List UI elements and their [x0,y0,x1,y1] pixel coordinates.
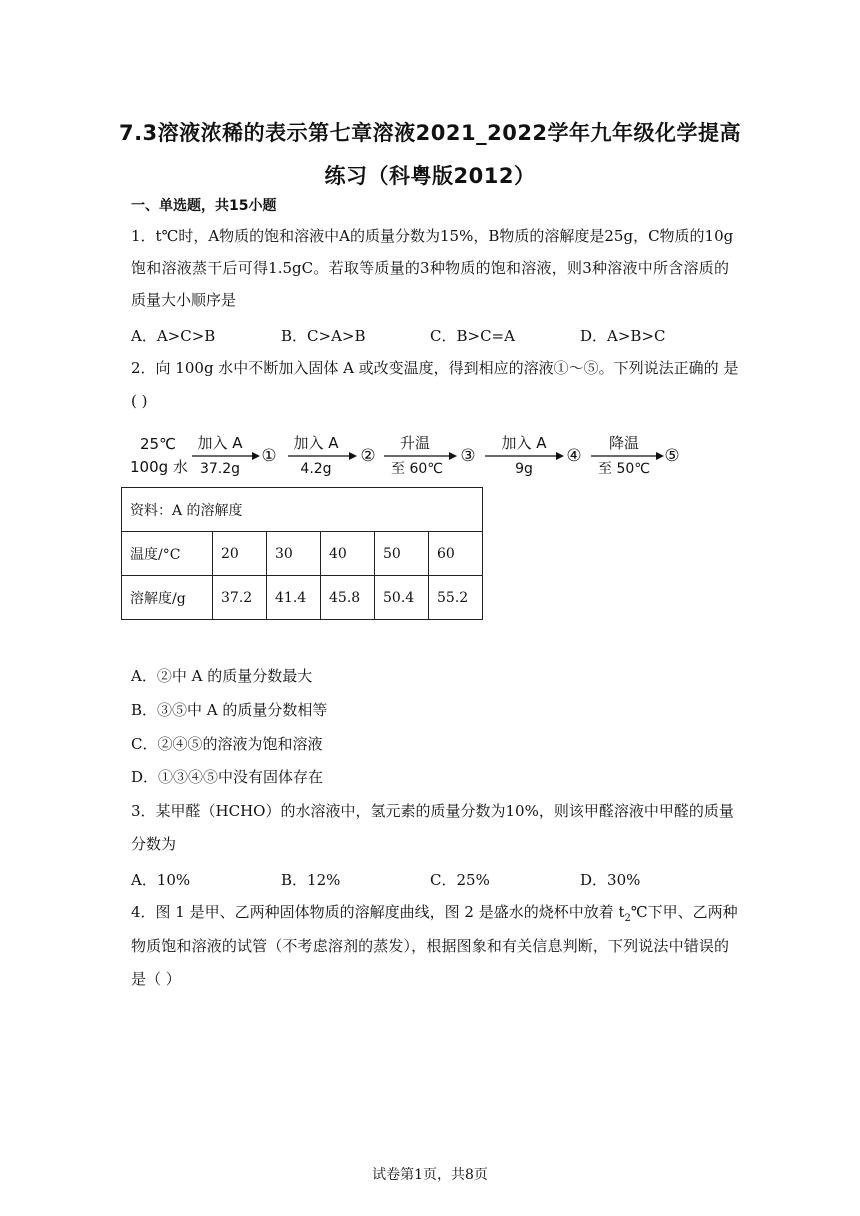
flow-step-2 [288,434,376,477]
table-cell: 50.4 [375,576,429,620]
doc-title-line1: 7.3溶液浓稀的表示第七章溶液2021_2022学年九年级化学提高 [118,121,742,145]
flow-step-5 [591,434,680,477]
table-cell: 60 [429,532,483,576]
q2-option-a: A．②中 A 的质量分数最大 [131,667,313,685]
flow-step-3-bottom: 至 60℃ [391,461,443,477]
arrow-head-icon [252,452,260,460]
flow-step-2-bottom: 4.2g [300,461,332,477]
section-heading: 一、单选题，共15小题 [131,198,277,214]
flow-step-1-bottom: 37.2g [199,461,241,477]
flow-result-1: ① [261,446,277,466]
q4-line1 [131,902,738,929]
flow-step-4-top: 加入 A [501,434,547,452]
flow-step-4 [485,434,582,477]
table-cell: 37.2 [213,576,267,620]
flow-step-5-top: 降温 [608,434,640,452]
process-flow-diagram [128,428,688,480]
table-cell: 40 [321,532,375,576]
arrow-head-icon [556,452,564,460]
q3-option-d: D．30% [580,871,641,889]
page-footer: 试卷第1页，共8页 [372,1167,488,1183]
row-label-solubility: 溶解度/g [122,576,213,620]
q2-option-b: B．③⑤中 A 的质量分数相等 [131,701,328,719]
table-cell: 50 [375,532,429,576]
flow-step-5-bottom: 至 50℃ [598,461,650,477]
flow-result-2: ② [360,446,376,466]
flow-step-3-top: 升温 [399,434,431,452]
table-caption: 资料：A 的溶解度 [122,488,483,532]
q1-option-a: A．A>C>B [131,327,216,345]
q1-line1: 1．t℃时，A物质的饱和溶液中A的质量分数为15%，B物质的溶解度是25g，C物质的10g [131,227,734,245]
table-row [122,532,483,576]
q4-line1-part-a: 4．图 1 是甲、乙两种固体物质的溶解度曲线，图 2 是盛水的烧杯中放着 t [131,903,625,921]
q1-line3: 质量大小顺序是 [131,291,237,309]
table-cell: 30 [267,532,321,576]
flow-step-1-top: 加入 A [197,434,243,452]
flow-step-3 [384,434,476,477]
arrow-head-icon [349,452,357,460]
table-cell: 41.4 [267,576,321,620]
flow-step-2-top: 加入 A [293,434,339,452]
arrow-head-icon [449,452,457,460]
flow-result-5: ⑤ [664,446,680,466]
flow-step-1 [192,434,277,477]
flow-result-4: ④ [566,446,582,466]
table-cell: 20 [213,532,267,576]
table-row [122,576,483,620]
flow-start-water: 100g 水 [130,458,188,476]
q4-line1-subscript: 2 [624,913,631,924]
q1-line2: 饱和溶液蒸干后可得1.5gC。若取等质量的3种物质的饱和溶液，则3种溶液中所含溶质的 [131,259,729,277]
q2-option-c: C．②④⑤的溶液为饱和溶液 [131,735,323,753]
q3-option-c: C．25% [430,871,490,889]
q3-line1: 3．某甲醛（HCHO）的水溶液中，氢元素的质量分数为10%，则该甲醛溶液中甲醛的质量 [131,802,734,820]
arrow-head-icon [656,452,664,460]
table-cell: 55.2 [429,576,483,620]
q4-line2: 物质饱和溶液的试管（不考虑溶剂的蒸发），根据图象和有关信息判断，下列说法中错误的 [131,937,729,955]
q4-line1-part-b: ℃下甲、乙两种 [630,903,738,921]
flow-step-4-bottom: 9g [515,461,533,477]
q4-line3: 是（ ） [131,970,181,988]
doc-title-line2: 练习（科粤版2012） [324,164,536,188]
q2-line1: 2．向 100g 水中不断加入固体 A 或改变温度，得到相应的溶液①～⑤。下列说法正确的 是 [131,359,739,377]
q3-line2: 分数为 [131,835,177,853]
q3-option-a: A．10% [131,871,191,889]
q1-option-b: B．C>A>B [281,327,366,345]
flow-start-temp: 25℃ [140,435,176,453]
q2-option-d: D．①③④⑤中没有固体存在 [131,768,324,786]
q3-option-b: B．12% [281,871,341,889]
q2-line2: ( ) [131,392,148,410]
q1-option-c: C．B>C=A [430,327,515,345]
flow-result-3: ③ [460,446,476,466]
q1-option-d: D．A>B>C [580,327,666,345]
table-row [122,488,483,532]
solubility-table [121,487,483,620]
row-label-temperature: 温度/°C [122,532,213,576]
table-cell: 45.8 [321,576,375,620]
